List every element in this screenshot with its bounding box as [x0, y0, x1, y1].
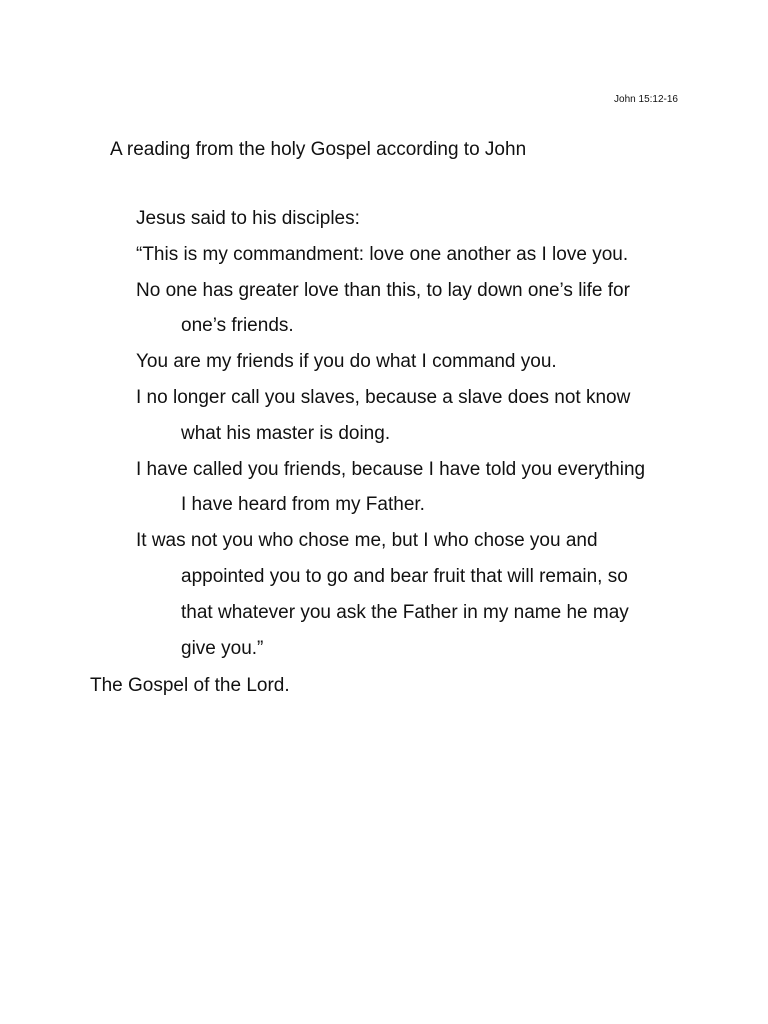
- reading-line: Jesus said to his disciples:: [136, 208, 360, 229]
- reading-text: [136, 206, 696, 671]
- reading-line: what his master is doing.: [181, 422, 391, 444]
- scripture-citation: John 15:12-16: [614, 94, 678, 105]
- closing-acclamation: The Gospel of the Lord.: [90, 675, 290, 696]
- reading-line: appointed you to go and bear fruit that will remain, so: [181, 565, 628, 587]
- reading-line: “This is my commandment: love one another as I love you.: [136, 243, 629, 265]
- reading-line: one’s friends.: [181, 315, 294, 337]
- reading-line: give you.”: [181, 637, 264, 659]
- reading-line: I have heard from my Father.: [181, 494, 425, 516]
- reading-line: It was not you who chose me, but I who chose you and: [136, 530, 598, 552]
- reading-line: No one has greater love than this, to lay down one’s life for: [136, 279, 630, 301]
- reading-line: You are my friends if you do what I command you.: [136, 351, 557, 373]
- reading-introduction: A reading from the holy Gospel according to John: [110, 139, 527, 160]
- reading-line: I have called you friends, because I have told you everything: [136, 458, 646, 480]
- reading-line: that whatever you ask the Father in my name he may: [181, 601, 629, 623]
- reading-line: I no longer call you slaves, because a slave does not know: [136, 386, 631, 408]
